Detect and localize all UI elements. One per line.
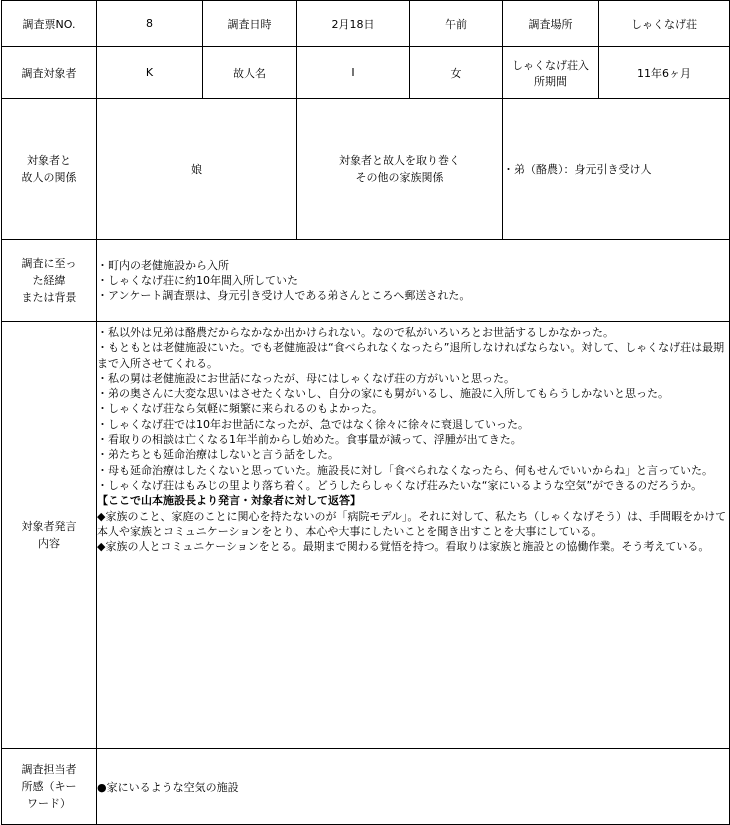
impression-label-line1: 調査担当者 <box>21 763 77 776</box>
background-content <box>97 240 730 322</box>
background-line: ・町内の老健施設から入所 <box>97 258 229 272</box>
relation-row <box>2 99 730 240</box>
statement-paragraph: ・看取りの相談は亡くなる1年半前からし始めた。食事量が減って、浮腫が出てきた。 <box>97 433 522 447</box>
relation-label <box>2 99 97 240</box>
header-row-2 <box>2 47 730 99</box>
survey-form-table <box>1 0 730 825</box>
survey-date-label: 調査日時 <box>203 1 297 47</box>
deceased-gender: 女 <box>410 47 503 99</box>
deceased-value: I <box>297 47 410 99</box>
statement-paragraph: ◆家族のこと、家庭のことに関心を持たないのが「病院モデル」。それに対して、私たち（しゃくなげそう）は、手間暇をかけて本人や家族とコミュニケーションをとり、本心や大事にしたいことを聞き出すことを大事にしている。 <box>97 509 727 538</box>
relation-label-line1: 対象者と <box>27 154 71 167</box>
survey-place-value: しゃくなげ荘 <box>599 1 730 47</box>
statement-paragraph: ・弟の奥さんに大変な思いはさせたくないし、自分の家にも舅がいるし、施設に入所してもらうしかないと思った。 <box>97 387 669 401</box>
background-row <box>2 240 730 322</box>
header-row-1 <box>2 1 730 47</box>
relation-label-line2: 故人の関係 <box>21 171 77 184</box>
statement-paragraph: ・私以外は兄弟は酪農だからなかなか出かけられない。なので私がいろいろとお世話するしかなかった。 <box>97 326 614 339</box>
subject-label: 調査対象者 <box>2 47 97 99</box>
survey-no-value: 8 <box>97 1 203 47</box>
family-relation-value: ・弟（酪農）：身元引き受け人 <box>503 99 730 240</box>
family-label-line1: 対象者と故人を取り巻く <box>339 154 460 167</box>
statement-paragraph: ・しゃくなげ荘はもみじの里より落ち着く。どうしたらしゃくなげ荘みたいな“家にいるような空気”ができるのだろうか。 <box>97 478 703 492</box>
survey-date-value: 2月18日 <box>297 1 410 47</box>
statement-paragraph: ・しゃくなげ荘では10年お世話になったが、急ではなく徐々に徐々に衰退していった。 <box>97 417 529 431</box>
stay-period-value: 11年6ヶ月 <box>599 47 730 99</box>
impression-label-line3: ワード） <box>27 797 71 810</box>
family-relation-label <box>297 99 503 240</box>
family-label-line2: その他の家族関係 <box>355 171 444 184</box>
statements-row <box>2 322 730 749</box>
stay-label-line2: 所期間 <box>534 74 567 88</box>
survey-no-label: 調査票NO. <box>2 1 97 47</box>
statement-paragraph: ・しゃくなげ荘なら気軽に頻繁に来られるのもよかった。 <box>97 402 383 416</box>
impression-label-line2: 所感（キー <box>21 780 77 793</box>
statement-paragraph: ・弟たちとも延命治療はしないと言う話をした。 <box>97 448 339 462</box>
background-label-line1: 調査に至っ <box>21 257 77 270</box>
impression-label <box>2 749 97 825</box>
statement-paragraph: ◆家族の人とコミュニケーションをとる。最期まで関わる覚悟を持つ。看取りは家族と施設との協働作業。そう考えている。 <box>97 540 710 554</box>
director-reply-heading: 【ここで山本施設長より発言・対象者に対して返答】 <box>97 494 361 508</box>
background-line: ・アンケート調査票は、身元引き受け人である弟さんところへ郵送された。 <box>97 289 471 303</box>
impression-value: ●家にいるような空気の施設 <box>97 749 730 825</box>
stay-label-line1: しゃくなげ荘入 <box>512 58 589 72</box>
impression-row <box>2 749 730 825</box>
statement-paragraph: ・もともとは老健施設にいた。でも老健施設は“食べられなくなったら”退所しなければならない。対して、しゃくなげ荘は最期まで入所させてくれる。 <box>97 341 725 370</box>
statement-paragraph: ・母も延命治療はしたくないと思っていた。施設長に対し「食べられなくなったら、何もせんでいいからね」と言っていた。 <box>97 463 713 477</box>
survey-place-label: 調査場所 <box>503 1 599 47</box>
background-label-line3: または背景 <box>21 291 77 304</box>
background-label <box>2 240 97 322</box>
statements-label-line1: 対象者発言 <box>21 520 77 533</box>
statements-label <box>2 322 97 749</box>
background-label-line2: た経緯 <box>32 274 66 287</box>
statement-paragraph: ・私の舅は老健施設にお世話になったが、母にはしゃくなげ荘の方がいいと思った。 <box>97 371 515 385</box>
statements-content <box>97 322 730 749</box>
statements-label-line2: 内容 <box>38 537 60 550</box>
subject-value: K <box>97 47 203 99</box>
relation-value: 娘 <box>97 99 297 240</box>
stay-period-label <box>503 47 599 99</box>
deceased-label: 故人名 <box>203 47 297 99</box>
survey-time-value: 午前 <box>410 1 503 47</box>
background-line: ・しゃくなげ荘に約10年間入所していた <box>97 273 298 287</box>
